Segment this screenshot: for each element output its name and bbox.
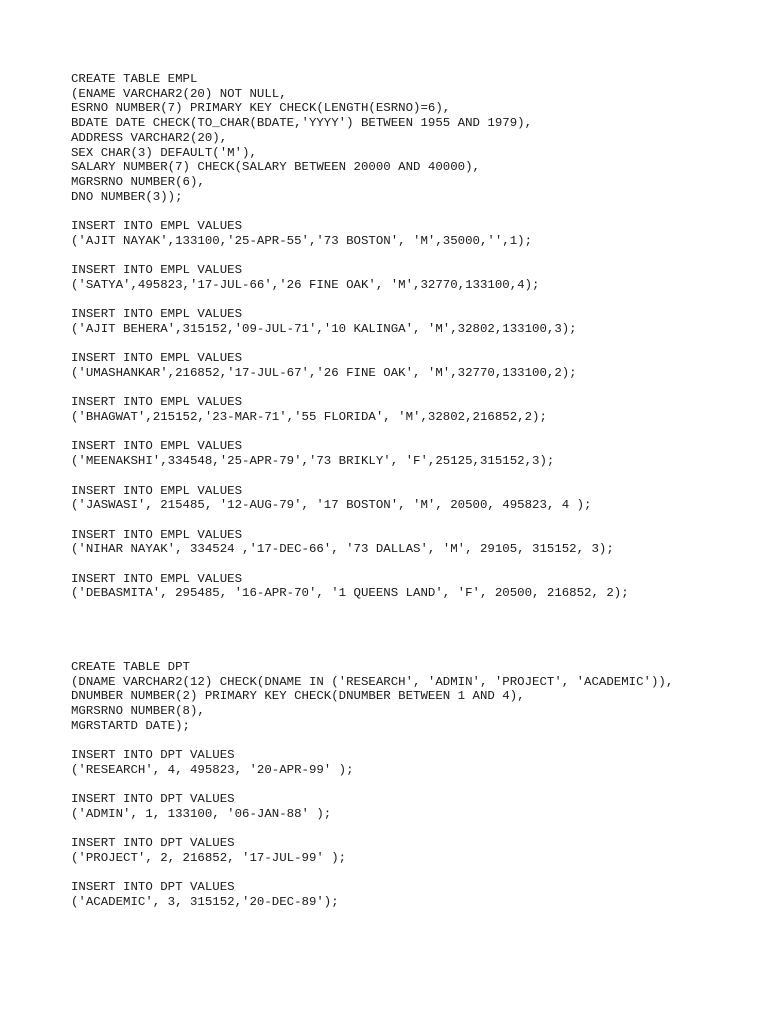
code-line: MGRSTARTD DATE); xyxy=(71,718,190,733)
code-line: SEX CHAR(3) DEFAULT('M'), xyxy=(71,145,257,160)
code-line: INSERT INTO EMPL VALUES xyxy=(71,571,243,586)
insert-empl-statement xyxy=(71,439,751,468)
code-line: ('BHAGWAT',215152,'23-MAR-71','55 FLORIDA', 'M',32802,216852,2); xyxy=(71,410,547,425)
code-line: ('SATYA',495823,'17-JUL-66','26 FINE OAK', 'M',32770,133100,4); xyxy=(71,277,540,292)
insert-empl-statement xyxy=(71,219,751,248)
insert-empl-statement xyxy=(71,307,751,336)
create-table-empl xyxy=(71,72,751,204)
insert-empl-statement xyxy=(71,528,751,557)
code-line: (DNAME VARCHAR2(12) CHECK(DNAME IN ('RESEARCH', 'ADMIN', 'PROJECT', 'ACADEMIC')), xyxy=(71,674,674,689)
code-line: DNO NUMBER(3)); xyxy=(71,189,183,204)
insert-empl-statement xyxy=(71,572,751,601)
code-line: ('NIHAR NAYAK', 334524 ,'17-DEC-66', '73 DALLAS', 'M', 29105, 315152, 3); xyxy=(71,542,614,557)
code-line: INSERT INTO DPT VALUES xyxy=(71,836,235,851)
code-line: INSERT INTO EMPL VALUES xyxy=(71,219,243,234)
code-line: ('MEENAKSHI',334548,'25-APR-79','73 BRIKLY', 'F',25125,315152,3); xyxy=(71,454,555,469)
insert-empl-statement xyxy=(71,263,751,292)
code-line: INSERT INTO DPT VALUES xyxy=(71,748,235,763)
code-line: BDATE DATE CHECK(TO_CHAR(BDATE,'YYYY') BETWEEN 1955 AND 1979), xyxy=(71,116,533,131)
code-line: ('DEBASMITA', 295485, '16-APR-70', '1 QUEENS LAND', 'F', 20500, 216852, 2); xyxy=(71,586,629,601)
insert-empl-statement xyxy=(71,484,751,513)
code-line: INSERT INTO EMPL VALUES xyxy=(71,351,243,366)
code-line: ('ACADEMIC', 3, 315152,'20-DEC-89'); xyxy=(71,895,339,910)
code-line: MGRSRNO NUMBER(8), xyxy=(71,704,205,719)
code-line: ('PROJECT', 2, 216852, '17-JUL-99' ); xyxy=(71,851,347,866)
code-line: MGRSRNO NUMBER(6), xyxy=(71,174,205,189)
code-line: ('RESEARCH', 4, 495823, '20-APR-99' ); xyxy=(71,762,354,777)
code-line: ('ADMIN', 1, 133100, '06-JAN-88' ); xyxy=(71,806,332,821)
code-line: SALARY NUMBER(7) CHECK(SALARY BETWEEN 20000 AND 40000), xyxy=(71,160,480,175)
code-line: INSERT INTO EMPL VALUES xyxy=(71,395,243,410)
code-line: DNUMBER NUMBER(2) PRIMARY KEY CHECK(DNUMBER BETWEEN 1 AND 4), xyxy=(71,689,525,704)
code-line: INSERT INTO EMPL VALUES xyxy=(71,307,243,322)
code-line: INSERT INTO EMPL VALUES xyxy=(71,527,243,542)
insert-empl-statement xyxy=(71,395,751,424)
code-line: INSERT INTO DPT VALUES xyxy=(71,880,235,895)
document-page xyxy=(71,72,751,925)
insert-empl-statement xyxy=(71,351,751,380)
code-line: (ENAME VARCHAR2(20) NOT NULL, xyxy=(71,86,287,101)
code-line: CREATE TABLE DPT xyxy=(71,659,190,674)
insert-dpt-statement xyxy=(71,836,751,865)
code-line: ('AJIT BEHERA',315152,'09-JUL-71','10 KALINGA', 'M',32802,133100,3); xyxy=(71,321,577,336)
code-line: ESRNO NUMBER(7) PRIMARY KEY CHECK(LENGTH(ESRNO)=6), xyxy=(71,101,451,116)
code-line: ('UMASHANKAR',216852,'17-JUL-67','26 FINE OAK', 'M',32770,133100,2); xyxy=(71,366,577,380)
code-line: CREATE TABLE EMPL xyxy=(71,72,198,86)
code-line: INSERT INTO EMPL VALUES xyxy=(71,483,243,498)
create-table-dpt xyxy=(71,660,751,734)
code-line: ADDRESS VARCHAR2(20), xyxy=(71,130,228,145)
insert-dpt-statement xyxy=(71,880,751,909)
code-line: ('JASWASI', 215485, '12-AUG-79', '17 BOSTON', 'M', 20500, 495823, 4 ); xyxy=(71,498,592,513)
code-line: ('AJIT NAYAK',133100,'25-APR-55','73 BOSTON', 'M',35000,'',1); xyxy=(71,233,533,248)
code-line: INSERT INTO EMPL VALUES xyxy=(71,439,243,454)
insert-dpt-statement xyxy=(71,792,751,821)
code-line: INSERT INTO EMPL VALUES xyxy=(71,263,243,278)
insert-dpt-statement xyxy=(71,748,751,777)
code-line: INSERT INTO DPT VALUES xyxy=(71,792,235,807)
